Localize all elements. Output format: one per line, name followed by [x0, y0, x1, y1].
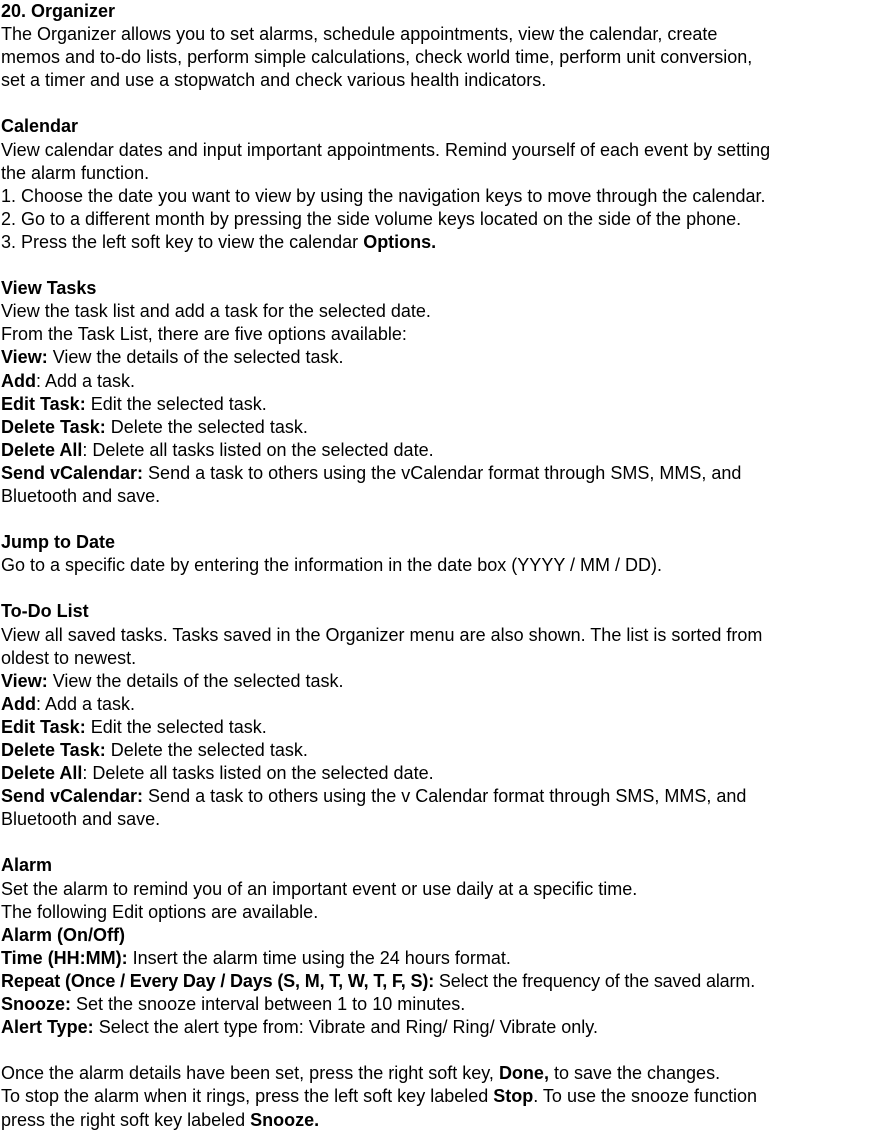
option-continuation: Bluetooth and save.: [1, 485, 161, 506]
calendar-step: 3. Press the left soft key to view the calendar Options.: [1, 231, 437, 252]
option-item: Delete Task: Delete the selected task.: [1, 416, 308, 437]
todo-list-line: View all saved tasks. Tasks saved in the Organizer menu are also shown. The list is sorted from: [1, 624, 763, 645]
jump-to-date-section: [1, 531, 871, 577]
option-item: Delete All: Delete all tasks listed on the selected date.: [1, 763, 434, 784]
option-item: Send vCalendar: Send a task to others using the vCalendar format through SMS, MMS, and: [1, 462, 742, 483]
view-tasks-line: View the task list and add a task for the selected date.: [1, 301, 431, 322]
spacer: [1, 1039, 871, 1062]
alarm-section: [1, 854, 871, 1039]
spacer: [1, 831, 871, 854]
option-item: Delete All: Delete all tasks listed on the selected date.: [1, 439, 434, 460]
intro-line: set a timer and use a stopwatch and check various health indicators.: [1, 70, 547, 91]
view-tasks-heading: View Tasks: [1, 278, 97, 299]
option-item: Alert Type: Select the alert type from: Vibrate and Ring/ Ring/ Vibrate only.: [1, 1017, 598, 1038]
todo-list-section: [1, 600, 871, 831]
option-item: Add: Add a task.: [1, 370, 136, 391]
intro-paragraph: [1, 23, 871, 92]
calendar-line: View calendar dates and input important appointments. Remind yourself of each event by setting: [1, 139, 771, 160]
calendar-step: 2. Go to a different month by pressing the side volume keys located on the side of the phone.: [1, 208, 742, 229]
jump-to-date-line: Go to a specific date by entering the information in the date box (YYYY / MM / DD).: [1, 555, 662, 576]
jump-to-date-heading: Jump to Date: [1, 532, 116, 553]
calendar-step: 1. Choose the date you want to view by using the navigation keys to move through the calendar.: [1, 185, 766, 206]
closing-line: press the right soft key labeled Snooze.: [1, 1109, 320, 1130]
alarm-line: Set the alarm to remind you of an important event or use daily at a specific time.: [1, 878, 638, 899]
spacer: [1, 508, 871, 531]
spacer: [1, 92, 871, 115]
option-item: Delete Task: Delete the selected task.: [1, 740, 308, 760]
closing-paragraph: [1, 1062, 871, 1131]
view-tasks-section: [1, 277, 871, 508]
option-continuation: Bluetooth and save.: [1, 809, 161, 830]
option-item: Send vCalendar: Send a task to others using the v Calendar format through SMS, MMS, and: [1, 786, 747, 807]
alarm-heading: Alarm: [1, 855, 53, 876]
intro-line: The Organizer allows you to set alarms, schedule appointments, view the calendar, create: [1, 24, 718, 45]
option-item: View: View the details of the selected task.: [1, 347, 344, 368]
option-item: View: View the details of the selected task.: [1, 670, 344, 691]
option-item: Edit Task: Edit the selected task.: [1, 716, 267, 737]
calendar-heading: Calendar: [1, 116, 79, 137]
option-item: Edit Task: Edit the selected task.: [1, 393, 267, 414]
spacer: [1, 577, 871, 600]
option-item: Snooze: Set the snooze interval between 1 to 10 minutes.: [1, 994, 466, 1015]
intro-line: memos and to-do lists, perform simple calculations, check world time, perform unit conversion,: [1, 47, 753, 68]
closing-line: To stop the alarm when it rings, press the left soft key labeled Stop. To use the snooze function: [1, 1086, 758, 1107]
spacer: [1, 254, 871, 277]
calendar-section: [1, 115, 871, 254]
alarm-onoff-option: Alarm (On/Off): [1, 924, 125, 945]
todo-list-heading: To-Do List: [1, 601, 89, 622]
alarm-line: The following Edit options are available.: [1, 901, 319, 922]
closing-line: Once the alarm details have been set, press the right soft key, Done, to save the changes.: [1, 1063, 721, 1084]
section-title: 20. Organizer: [1, 1, 116, 21]
calendar-line: the alarm function.: [1, 162, 150, 183]
option-item: Repeat (Once / Every Day / Days (S, M, T, W, T, F, S): Select the frequency of the saved alarm.: [1, 970, 756, 991]
todo-list-line: oldest to newest.: [1, 647, 137, 668]
option-item: Time (HH:MM): Insert the alarm time using the 24 hours format.: [1, 947, 511, 968]
option-item: Add: Add a task.: [1, 693, 136, 714]
view-tasks-line: From the Task List, there are five options available:: [1, 324, 407, 345]
